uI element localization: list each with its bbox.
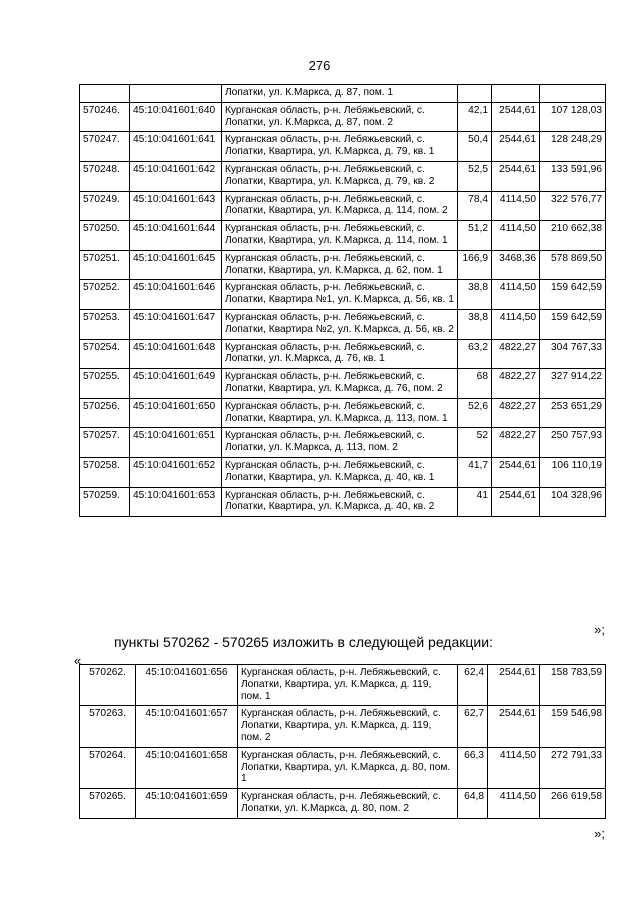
cell-cadastral-number: 45:10:041601:642 — [130, 161, 222, 191]
cell-area: 68 — [458, 369, 492, 399]
cell-area: 52,5 — [458, 161, 492, 191]
cell-rate: 4114,50 — [492, 221, 540, 251]
cell-cadastral-number: 45:10:041601:658 — [136, 747, 238, 788]
cell-item-number: 570263. — [80, 706, 136, 747]
cell-item-number: 570250. — [80, 221, 130, 251]
cell-cadastral-number: 45:10:041601:649 — [130, 369, 222, 399]
cell-area: 41 — [458, 487, 492, 517]
cell-address: Курганская область, р-н. Лебяжьевский, с. Лопатки, Квартира, ул. К.Маркса, д. 114, пом. 1 — [222, 221, 458, 251]
cell-address: Курганская область, р-н. Лебяжьевский, с. Лопатки, Квартира, ул. К.Маркса, д. 114, пом. 2 — [222, 191, 458, 221]
table-row — [80, 706, 606, 747]
cell-address: Лопатки, ул. К.Маркса, д. 87, пом. 1 — [222, 85, 458, 103]
table-row — [80, 665, 606, 706]
cell-area: 38,8 — [458, 309, 492, 339]
table-row — [80, 747, 606, 788]
cell-cadastral-value — [540, 85, 606, 103]
cell-rate: 2544,61 — [488, 665, 540, 706]
cell-cadastral-value: 272 791,33 — [540, 747, 606, 788]
cell-cadastral-number: 45:10:041601:643 — [130, 191, 222, 221]
cell-cadastral-number: 45:10:041601:652 — [130, 457, 222, 487]
cell-cadastral-number: 45:10:041601:650 — [130, 398, 222, 428]
cell-cadastral-value: 253 651,29 — [540, 398, 606, 428]
cell-address: Курганская область, р-н. Лебяжьевский, с. Лопатки, Квартира, ул. К.Маркса, д. 80, пом. 1 — [238, 747, 458, 788]
cell-cadastral-value: 158 783,59 — [540, 665, 606, 706]
property-table-amended — [79, 664, 606, 819]
table-row — [80, 339, 606, 369]
amendment-instruction: пункты 570262 - 570265 изложить в следующей редакции: — [114, 634, 493, 650]
cell-cadastral-value: 578 869,50 — [540, 250, 606, 280]
table-row — [80, 369, 606, 399]
cell-cadastral-number: 45:10:041601:651 — [130, 428, 222, 458]
table-row — [80, 85, 606, 103]
cell-cadastral-number: 45:10:041601:645 — [130, 250, 222, 280]
cell-rate: 4114,50 — [492, 191, 540, 221]
cell-item-number: 570265. — [80, 789, 136, 819]
closing-quote-mark: »; — [594, 826, 605, 841]
cell-cadastral-number: 45:10:041601:646 — [130, 280, 222, 310]
cell-cadastral-value: 106 110,19 — [540, 457, 606, 487]
cell-address: Курганская область, р-н. Лебяжьевский, с. Лопатки, Квартира, ул. К.Маркса, д. 119, пом. 1 — [238, 665, 458, 706]
cell-item-number: 570254. — [80, 339, 130, 369]
cell-area: 78,4 — [458, 191, 492, 221]
table-row — [80, 221, 606, 251]
cell-cadastral-value: 210 662,38 — [540, 221, 606, 251]
cell-item-number: 570256. — [80, 398, 130, 428]
cell-cadastral-number: 45:10:041601:653 — [130, 487, 222, 517]
cell-cadastral-value: 128 248,29 — [540, 132, 606, 162]
cell-area — [458, 85, 492, 103]
cell-rate: 4114,50 — [492, 280, 540, 310]
cell-cadastral-number: 45:10:041601:640 — [130, 102, 222, 132]
cell-cadastral-value: 159 642,59 — [540, 309, 606, 339]
cell-area: 51,2 — [458, 221, 492, 251]
cell-area: 41,7 — [458, 457, 492, 487]
cell-address: Курганская область, р-н. Лебяжьевский, с. Лопатки, ул. К.Маркса, д. 113, пом. 2 — [222, 428, 458, 458]
cell-address: Курганская область, р-н. Лебяжьевский, с. Лопатки, ул. К.Маркса, д. 76, кв. 1 — [222, 339, 458, 369]
cell-rate: 4114,50 — [492, 309, 540, 339]
page-number: 276 — [308, 58, 331, 73]
cell-cadastral-value: 327 914,22 — [540, 369, 606, 399]
cell-cadastral-value: 266 619,58 — [540, 789, 606, 819]
cell-cadastral-number: 45:10:041601:644 — [130, 221, 222, 251]
cell-rate: 3468,36 — [492, 250, 540, 280]
cell-cadastral-value: 322 576,77 — [540, 191, 606, 221]
closing-quote-mark: »; — [594, 622, 605, 637]
cell-address: Курганская область, р-н. Лебяжьевский, с. Лопатки, Квартира, ул. К.Маркса, д. 40, кв. 1 — [222, 457, 458, 487]
table-row — [80, 398, 606, 428]
cell-area: 62,7 — [458, 706, 488, 747]
cell-item-number: 570252. — [80, 280, 130, 310]
cell-cadastral-value: 133 591,96 — [540, 161, 606, 191]
cell-address: Курганская область, р-н. Лебяжьевский, с. Лопатки, Квартира №1, ул. К.Маркса, д. 56, кв. 1 — [222, 280, 458, 310]
table-row — [80, 487, 606, 517]
cell-area: 166,9 — [458, 250, 492, 280]
cell-rate: 2544,61 — [492, 457, 540, 487]
cell-item-number: 570259. — [80, 487, 130, 517]
cell-item-number: 570249. — [80, 191, 130, 221]
cell-cadastral-value: 250 757,93 — [540, 428, 606, 458]
table-row — [80, 102, 606, 132]
cell-address: Курганская область, р-н. Лебяжьевский, с. Лопатки, Квартира, ул. К.Маркса, д. 79, кв. 1 — [222, 132, 458, 162]
cell-address: Курганская область, р-н. Лебяжьевский, с. Лопатки, Квартира, ул. К.Маркса, д. 113, пом. 1 — [222, 398, 458, 428]
opening-quote-mark: « — [74, 653, 82, 668]
cell-rate — [492, 85, 540, 103]
cell-rate: 2544,61 — [492, 487, 540, 517]
table-row — [80, 789, 606, 819]
cell-area: 62,4 — [458, 665, 488, 706]
cell-item-number: 570257. — [80, 428, 130, 458]
table-row — [80, 191, 606, 221]
cell-item-number: 570253. — [80, 309, 130, 339]
cell-item-number: 570246. — [80, 102, 130, 132]
cell-address: Курганская область, р-н. Лебяжьевский, с. Лопатки, Квартира №2, ул. К.Маркса, д. 56, кв. 2 — [222, 309, 458, 339]
cell-cadastral-value: 159 546,98 — [540, 706, 606, 747]
table-row — [80, 132, 606, 162]
cell-area: 50,4 — [458, 132, 492, 162]
cell-item-number: 570262. — [80, 665, 136, 706]
property-table-previous — [79, 84, 606, 517]
cell-cadastral-value: 304 767,33 — [540, 339, 606, 369]
cell-rate: 4822,27 — [492, 339, 540, 369]
cell-cadastral-number: 45:10:041601:641 — [130, 132, 222, 162]
cell-rate: 2544,61 — [492, 132, 540, 162]
cell-address: Курганская область, р-н. Лебяжьевский, с. Лопатки, Квартира, ул. К.Маркса, д. 76, пом. 2 — [222, 369, 458, 399]
table-row — [80, 250, 606, 280]
cell-cadastral-number: 45:10:041601:647 — [130, 309, 222, 339]
cell-rate: 4822,27 — [492, 398, 540, 428]
property-table-amended-body — [80, 665, 606, 819]
cell-address: Курганская область, р-н. Лебяжьевский, с. Лопатки, Квартира, ул. К.Маркса, д. 119, пом. 2 — [238, 706, 458, 747]
cell-cadastral-value: 104 328,96 — [540, 487, 606, 517]
cell-address: Курганская область, р-н. Лебяжьевский, с. Лопатки, Квартира, ул. К.Маркса, д. 40, кв. 2 — [222, 487, 458, 517]
cell-area: 64,8 — [458, 789, 488, 819]
cell-cadastral-number: 45:10:041601:659 — [136, 789, 238, 819]
cell-cadastral-number: 45:10:041601:648 — [130, 339, 222, 369]
cell-rate: 4822,27 — [492, 369, 540, 399]
cell-address: Курганская область, р-н. Лебяжьевский, с. Лопатки, Квартира, ул. К.Маркса, д. 62, пом. 1 — [222, 250, 458, 280]
cell-rate: 4114,50 — [488, 747, 540, 788]
table-row — [80, 309, 606, 339]
cell-area: 52 — [458, 428, 492, 458]
cell-cadastral-value: 107 128,03 — [540, 102, 606, 132]
table-row — [80, 161, 606, 191]
cell-area: 52,6 — [458, 398, 492, 428]
cell-area: 63,2 — [458, 339, 492, 369]
cell-item-number — [80, 85, 130, 103]
cell-rate: 2544,61 — [488, 706, 540, 747]
cell-address: Курганская область, р-н. Лебяжьевский, с. Лопатки, Квартира, ул. К.Маркса, д. 79, кв. 2 — [222, 161, 458, 191]
table-row — [80, 428, 606, 458]
cell-cadastral-value: 159 642,59 — [540, 280, 606, 310]
cell-rate: 2544,61 — [492, 102, 540, 132]
cell-area: 38,8 — [458, 280, 492, 310]
property-table-previous-body — [80, 85, 606, 517]
cell-cadastral-number: 45:10:041601:656 — [136, 665, 238, 706]
cell-rate: 4114,50 — [488, 789, 540, 819]
cell-item-number: 570258. — [80, 457, 130, 487]
cell-item-number: 570264. — [80, 747, 136, 788]
cell-rate: 2544,61 — [492, 161, 540, 191]
cell-item-number: 570251. — [80, 250, 130, 280]
cell-cadastral-number: 45:10:041601:657 — [136, 706, 238, 747]
cell-rate: 4822,27 — [492, 428, 540, 458]
cell-item-number: 570248. — [80, 161, 130, 191]
cell-area: 66,3 — [458, 747, 488, 788]
table-row — [80, 457, 606, 487]
cell-address: Курганская область, р-н. Лебяжьевский, с. Лопатки, ул. К.Маркса, д. 80, пом. 2 — [238, 789, 458, 819]
table-row — [80, 280, 606, 310]
cell-address: Курганская область, р-н. Лебяжьевский, с. Лопатки, ул. К.Маркса, д. 87, пом. 2 — [222, 102, 458, 132]
cell-cadastral-number — [130, 85, 222, 103]
cell-item-number: 570247. — [80, 132, 130, 162]
cell-area: 42,1 — [458, 102, 492, 132]
cell-item-number: 570255. — [80, 369, 130, 399]
